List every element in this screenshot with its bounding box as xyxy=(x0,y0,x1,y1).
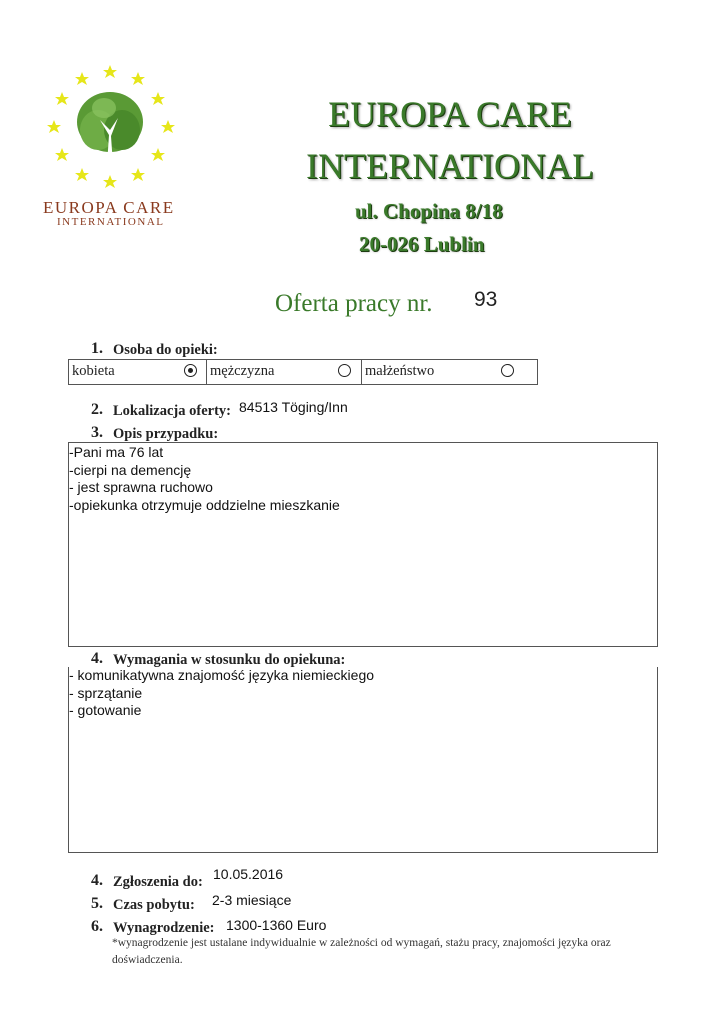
logo-text-line2: INTERNATIONAL xyxy=(57,216,165,228)
stay-value: 2-3 miesiące xyxy=(212,892,292,908)
tree-icon xyxy=(77,92,143,165)
salary-number: 6. xyxy=(91,918,103,935)
case-line: - jest sprawna ruchowo xyxy=(69,479,213,495)
section2-label: Lokalizacja oferty: xyxy=(113,403,231,419)
section1-label: Osoba do opieki: xyxy=(113,342,218,358)
salary-label: Wynagrodzenie: xyxy=(113,920,215,936)
section3-number: 3. xyxy=(91,424,103,441)
section4-label: Wymagania w stosunku do opiekuna: xyxy=(113,652,346,668)
company-logo xyxy=(40,60,190,200)
option-mezczyzna-label: mężczyzna xyxy=(210,363,275,379)
deadline-number: 4. xyxy=(91,872,103,889)
logo-emblem xyxy=(40,60,190,200)
offer-number: 93 xyxy=(474,288,498,311)
option-malzenstwo-label: małżeństwo xyxy=(365,363,435,379)
salary-value: 1300-1360 Euro xyxy=(226,917,327,933)
radio-mezczyzna-icon[interactable] xyxy=(338,364,351,377)
offer-label: Oferta pracy nr. xyxy=(275,290,433,317)
stay-number: 5. xyxy=(91,895,103,912)
company-name-line1: EUROPA CARE xyxy=(328,94,572,134)
option-mezczyzna[interactable] xyxy=(207,360,362,385)
option-kobieta[interactable] xyxy=(69,360,207,385)
case-line: -opiekunka otrzymuje oddzielne mieszkanie xyxy=(69,496,340,513)
case-description-box[interactable] xyxy=(68,442,658,647)
case-line: -Pani ma 76 lat xyxy=(69,444,164,460)
deadline-label: Zgłoszenia do: xyxy=(113,874,203,890)
section3-label: Opis przypadku: xyxy=(113,426,219,442)
stay-label: Czas pobytu: xyxy=(113,897,195,913)
requirement-line: - sprzątanie xyxy=(69,684,143,701)
logo-text-line1: EUROPA CARE xyxy=(43,198,175,217)
requirement-line: - gotowanie xyxy=(69,702,142,718)
company-name-line2: INTERNATIONAL xyxy=(306,146,594,186)
section2-number: 2. xyxy=(91,401,103,418)
requirements-box[interactable] xyxy=(68,667,658,853)
location-value: 84513 Töging/Inn xyxy=(239,399,348,415)
case-line: -cierpi na demencję xyxy=(69,461,192,478)
company-city: 20-026 Lublin xyxy=(359,232,485,256)
requirement-line: - komunikatywna znajomość języka niemieckiego xyxy=(69,667,375,683)
radio-kobieta-selected-icon[interactable] xyxy=(184,364,197,377)
salary-footnote: *wynagrodzenie jest ustalane indywidualnie w zależności od wymagań, stażu pracy, znajomości języka oraz doświadczenia. xyxy=(112,937,611,966)
company-address: ul. Chopina 8/18 xyxy=(355,199,503,223)
deadline-value: 10.05.2016 xyxy=(213,866,284,882)
option-malzenstwo[interactable] xyxy=(362,360,537,385)
option-kobieta-label: kobieta xyxy=(72,363,115,379)
section1-number: 1. xyxy=(91,340,103,357)
radio-malzenstwo-icon[interactable] xyxy=(501,364,514,377)
person-type-selector xyxy=(68,359,538,385)
section4-number: 4. xyxy=(91,650,103,667)
